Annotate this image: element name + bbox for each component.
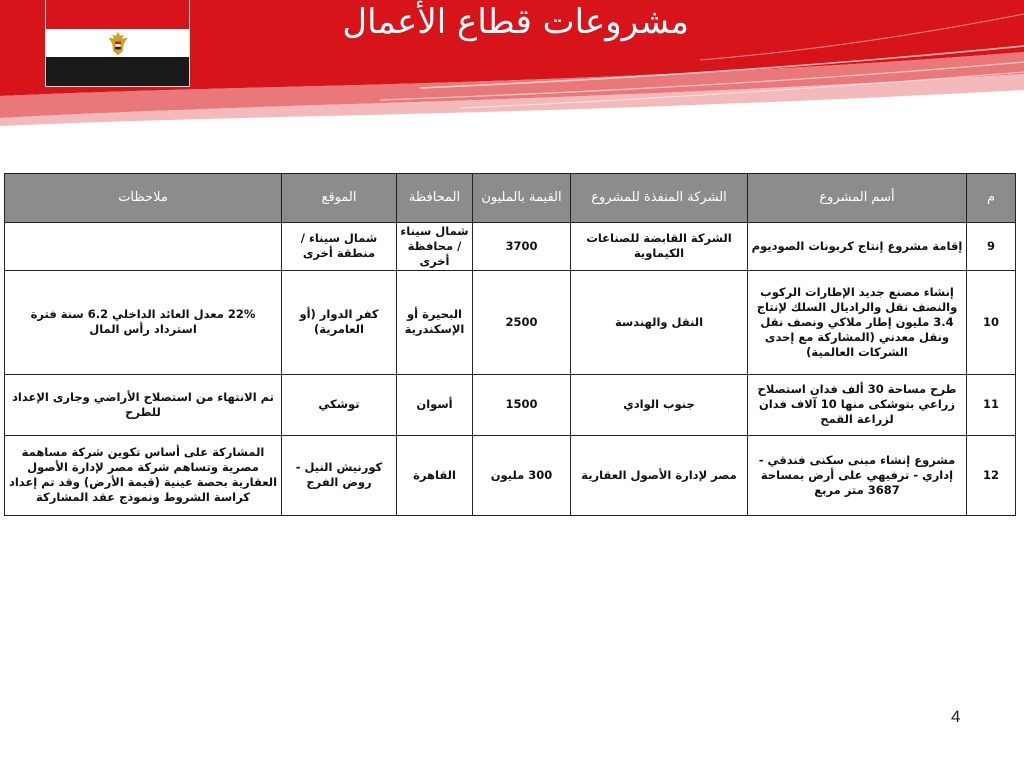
cell-company: مصر لإدارة الأصول العقارية [571, 435, 748, 515]
cell-location: كورنيش النيل - روض الفرج [282, 435, 397, 515]
cell-company: النقل والهندسة [571, 270, 748, 374]
table-row [5, 223, 1016, 271]
cell-notes: تم الانتهاء من استصلاح الأراضي وجارى الإعداد للطرح [5, 374, 282, 435]
flag-red-stripe [46, 0, 189, 29]
table-row [5, 374, 1016, 435]
cell-project-name: إقامة مشروع إنتاج كربونات الصوديوم [748, 223, 967, 271]
column-header-location: الموقع [282, 174, 397, 223]
cell-number: 9 [967, 223, 1016, 271]
cell-project-name: طرح مساحة 30 ألف فدان استصلاح زراعي بتوشكى منها 10 آلاف فدان لزراعة القمح [748, 374, 967, 435]
table-row [5, 270, 1016, 374]
cell-governorate: البحيرة أو الإسكندرية [397, 270, 473, 374]
cell-notes: المشاركة على أساس تكوين شركة مساهمة مصرية وتساهم شركة مصر لإدارة الأصول العقارية بحصة عينية (قيمة الأرض) وقد تم إعداد كراسة الشروط ونموذج عقد المشاركة [5, 435, 282, 515]
cell-number: 10 [967, 270, 1016, 374]
cell-company: الشركة القابضة للصناعات الكيماوية [571, 223, 748, 271]
table-header-row [5, 174, 1016, 223]
cell-notes: 22% معدل العائد الداخلي 6.2 سنة فترة استرداد رأس المال [5, 270, 282, 374]
egypt-flag [46, 0, 189, 86]
cell-governorate: القاهرة [397, 435, 473, 515]
table-row [5, 435, 1016, 515]
cell-notes [5, 223, 282, 271]
projects-table [4, 173, 1016, 516]
column-header-notes: ملاحظات [5, 174, 282, 223]
column-header-governorate: المحافظة [397, 174, 473, 223]
cell-location: كفر الدوار (أو العامرية) [282, 270, 397, 374]
column-header-value: القيمة بالمليون [473, 174, 571, 223]
cell-governorate: أسوان [397, 374, 473, 435]
cell-governorate: شمال سيناء / محافظة أخرى [397, 223, 473, 271]
cell-value: 1500 [473, 374, 571, 435]
page-number: 4 [951, 707, 961, 726]
cell-location: توشكي [282, 374, 397, 435]
cell-value: 300 مليون [473, 435, 571, 515]
page-title: مشروعات قطاع الأعمال [342, 2, 689, 42]
cell-value: 3700 [473, 223, 571, 271]
column-header-company: الشركة المنفذة للمشروع [571, 174, 748, 223]
column-header-project-name: أسم المشروع [748, 174, 967, 223]
cell-company: جنوب الوادي [571, 374, 748, 435]
cell-number: 11 [967, 374, 1016, 435]
eagle-emblem-icon [103, 30, 133, 57]
cell-project-name: إنشاء مصنع جديد الإطارات الركوب والنصف نقل والراديال السلك لإنتاج 3.4 مليون إطار ملاكي ونصف نقل ونقل معدني (المشاركة مع إحدى الشركات العالمية) [748, 270, 967, 374]
cell-number: 12 [967, 435, 1016, 515]
cell-project-name: مشروع إنشاء مبنى سكنى فندقي - إداري - ترفيهي على أرض بمساحة 3687 متر مربع [748, 435, 967, 515]
cell-location: شمال سيناء / منطقة أخرى [282, 223, 397, 271]
cell-value: 2500 [473, 270, 571, 374]
flag-white-stripe [46, 29, 189, 58]
flag-black-stripe [46, 57, 189, 86]
column-header-number: م [967, 174, 1016, 223]
